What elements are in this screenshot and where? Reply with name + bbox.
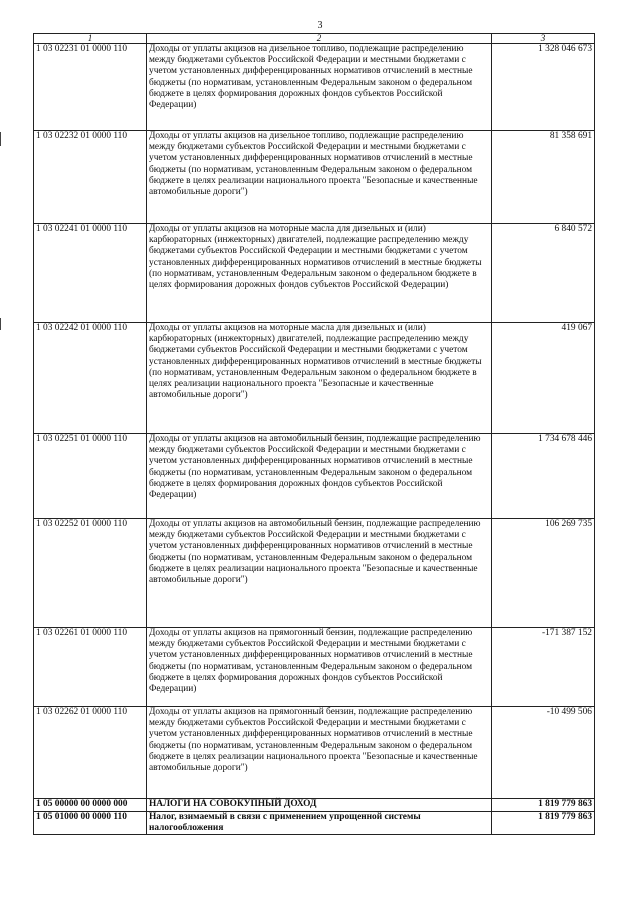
row-description: Налог, взимаемый в связи с применением упрощенной системы налогообложения: [147, 812, 492, 835]
row-description: Доходы от уплаты акцизов на прямогонный бензин, подлежащие распределению между бюджетами субъектов Российской Федерации и местными бюджетами с учетом установленных дифференцированных нормативов отчислений в местные бюджеты (по нормативам, установленным Федеральным законом о федеральном бюджете в целях формирования дорожных фондов субъектов Российской Федерации): [147, 628, 492, 707]
row-amount: 81 358 691: [492, 131, 595, 224]
table-row: [34, 224, 595, 323]
row-code: 1 03 02251 01 0000 110: [34, 434, 147, 519]
row-code: 1 03 02242 01 0000 110: [34, 323, 147, 434]
row-description: НАЛОГИ НА СОВОКУПНЫЙ ДОХОД: [147, 799, 492, 812]
row-code: 1 03 02261 01 0000 110: [34, 628, 147, 707]
row-description: Доходы от уплаты акцизов на моторные масла для дизельных и (или) карбюраторных (инжекторных) двигателей, подлежащие распределению между бюджетами субъектов Российской Федерации и местными бюджетами с учетом установленных дифференцированных нормативов отчислений в местные бюджеты (по нормативам, установленным Федеральным законом о федеральном бюджете в целях реализации национального проекта "Безопасные и качественные автомобильные дороги"): [147, 323, 492, 434]
row-amount: 419 067: [492, 323, 595, 434]
table-row-subtotal: [34, 812, 595, 835]
row-description: Доходы от уплаты акцизов на дизельное топливо, подлежащие распределению между бюджетами субъектов Российской Федерации и местными бюджетами с учетом установленных дифференцированных нормативов отчислений в местные бюджеты (по нормативам, установленным Федеральным законом о федеральном бюджете в целях формирования дорожных фондов субъектов Российской Федерации): [147, 44, 492, 131]
left-margin-mark: [0, 318, 1, 330]
revenue-table: [33, 33, 595, 835]
row-code: 1 05 01000 00 0000 110: [34, 812, 147, 835]
table-row: [34, 131, 595, 224]
row-amount: -171 387 152: [492, 628, 595, 707]
row-code: 1 03 02231 01 0000 110: [34, 44, 147, 131]
table-row: [34, 323, 595, 434]
row-code: 1 03 02252 01 0000 110: [34, 519, 147, 628]
table-row: [34, 44, 595, 131]
row-amount: 1 819 779 863: [492, 799, 595, 812]
row-amount: 106 269 735: [492, 519, 595, 628]
header-col-3: 3: [492, 34, 595, 44]
row-amount: 1 819 779 863: [492, 812, 595, 835]
row-amount: 1 734 678 446: [492, 434, 595, 519]
table-header-row: [34, 34, 595, 44]
table-row: [34, 707, 595, 799]
row-amount: -10 499 506: [492, 707, 595, 799]
page-number: 3: [317, 20, 323, 31]
row-description: Доходы от уплаты акцизов на прямогонный бензин, подлежащие распределению между бюджетами субъектов Российской Федерации и местными бюджетами с учетом установленных дифференцированных нормативов отчислений в местные бюджеты (по нормативам, установленным Федеральным законом о федеральном бюджете в целях реализации национального проекта "Безопасные и качественные автомобильные дороги"): [147, 707, 492, 799]
row-description: Доходы от уплаты акцизов на дизельное топливо, подлежащие распределению между бюджетами субъектов Российской Федерации и местными бюджетами с учетом установленных дифференцированных нормативов отчислений в местные бюджеты (по нормативам, установленным Федеральным законом о федеральном бюджете в целях реализации национального проекта "Безопасные и качественные автомобильные дороги"): [147, 131, 492, 224]
header-col-1: 1: [34, 34, 147, 44]
row-description: Доходы от уплаты акцизов на моторные масла для дизельных и (или) карбюраторных (инжекторных) двигателей, подлежащие распределению между бюджетами субъектов Российской Федерации и местными бюджетами с учетом установленных дифференцированных нормативов отчислений в местные бюджеты (по нормативам, установленным Федеральным законом о федеральном бюджете в целях формирования дорожных фондов субъектов Российской Федерации): [147, 224, 492, 323]
row-amount: 1 328 046 673: [492, 44, 595, 131]
left-margin-mark: [0, 132, 1, 146]
row-code: 1 03 02232 01 0000 110: [34, 131, 147, 224]
table-row: [34, 519, 595, 628]
row-code: 1 03 02262 01 0000 110: [34, 707, 147, 799]
table-row: [34, 628, 595, 707]
row-code: 1 05 00000 00 0000 000: [34, 799, 147, 812]
header-col-2: 2: [147, 34, 492, 44]
table-row: [34, 434, 595, 519]
table-row-total: [34, 799, 595, 812]
row-description: Доходы от уплаты акцизов на автомобильный бензин, подлежащие распределению между бюджетами субъектов Российской Федерации и местными бюджетами с учетом установленных дифференцированных нормативов отчислений в местные бюджеты (по нормативам, установленным Федеральным законом о федеральном бюджете в целях реализации национального проекта "Безопасные и качественные автомобильные дороги"): [147, 519, 492, 628]
row-description: Доходы от уплаты акцизов на автомобильный бензин, подлежащие распределению между бюджетами субъектов Российской Федерации и местными бюджетами с учетом установленных дифференцированных нормативов отчислений в местные бюджеты (по нормативам, установленным Федеральным законом о федеральном бюджете в целях формирования дорожных фондов субъектов Российской Федерации): [147, 434, 492, 519]
row-code: 1 03 02241 01 0000 110: [34, 224, 147, 323]
row-amount: 6 840 572: [492, 224, 595, 323]
